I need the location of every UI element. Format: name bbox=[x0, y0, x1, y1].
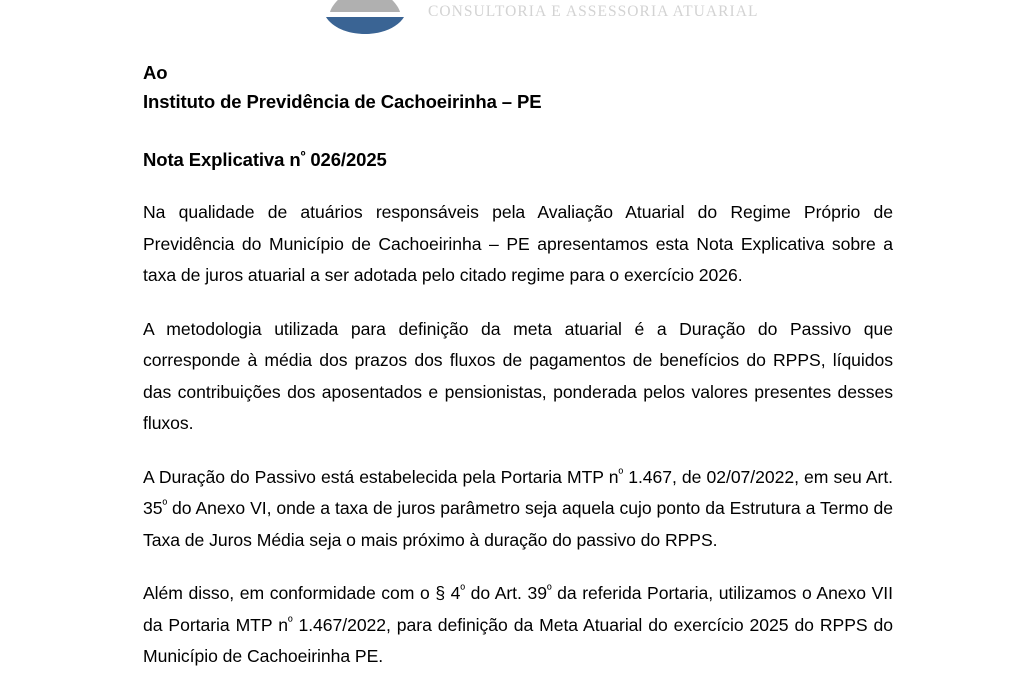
brand-tagline: CONSULTORIA E ASSESSORIA ATUARIAL bbox=[428, 3, 759, 20]
ordinal-indicator: º bbox=[162, 497, 168, 512]
paragraph-2: A metodologia utilizada para definição da meta atuarial é a Duração do Passivo que corresponde à média dos prazos dos fluxos de pagamentos de benefícios do RPPS, líquidos das contribuições dos aposentados e pensionistas, ponderada pelos valores presentes desses fluxos. bbox=[143, 318, 893, 433]
ordinal-indicator: º bbox=[546, 582, 552, 597]
ordinal-indicator: º bbox=[300, 148, 306, 164]
p3-segment-b: 1.467, de 02/07/2022, em seu Art. 35 bbox=[143, 466, 893, 518]
body-paragraphs bbox=[143, 197, 893, 673]
paragraph-1: Na qualidade de atuários responsáveis pela Avaliação Atuarial do Regime Próprio de Previdência do Município de Cachoeirinha – PE apresentamos esta Nota Explicativa sobre a taxa de juros atuarial a ser adotada pelo citado regime para o exercício 2026. bbox=[143, 202, 893, 285]
document-content bbox=[143, 0, 893, 673]
ordinal-indicator: º bbox=[287, 614, 293, 629]
document-title bbox=[143, 145, 893, 174]
p4-segment-c: da referida Portaria, utilizamos o Anexo VII da Portaria MTP n bbox=[143, 583, 893, 635]
paragraph-4 bbox=[143, 578, 893, 673]
ordinal-indicator: º bbox=[618, 466, 624, 481]
p4-segment-d: 1.467/2022, para definição da Meta Atuarial do exercício 2025 do RPPS do Município de Cachoeirinha PE. bbox=[143, 614, 893, 666]
p3-segment-c: do Anexo VI, onde a taxa de juros parâmetro seja aquela cujo ponto da Estrutura a Termo de Taxa de Juros Média seja o mais próximo à duração do passivo do RPPS. bbox=[143, 498, 893, 550]
p3-segment-a: A Duração do Passivo está estabelecida pela Portaria MTP n bbox=[143, 466, 619, 487]
document-title-prefix: Nota Explicativa n bbox=[143, 149, 301, 170]
addressee-block bbox=[143, 58, 893, 116]
document-title-number: 026/2025 bbox=[305, 149, 387, 170]
paragraph-3 bbox=[143, 462, 893, 557]
ordinal-indicator: º bbox=[460, 582, 465, 597]
addressee-line-2: Instituto de Previdência de Cachoeirinha – PE bbox=[143, 91, 542, 112]
p4-segment-b: do Art. 39 bbox=[464, 583, 547, 603]
addressee-line-1: Ao bbox=[143, 62, 168, 83]
p4-segment-a: Além disso, em conformidade com o § 4 bbox=[143, 583, 461, 603]
